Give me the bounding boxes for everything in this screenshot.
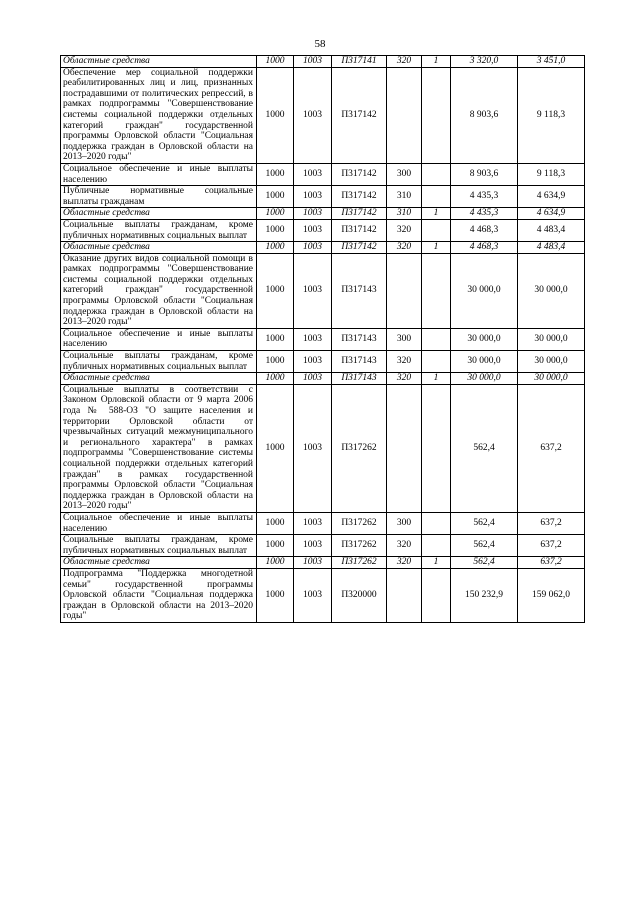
cell-subsection-code: 1003 bbox=[294, 56, 332, 68]
cell-source-code bbox=[422, 328, 451, 350]
cell-amount-year-1: 562,4 bbox=[451, 384, 518, 512]
cell-source-code bbox=[422, 67, 451, 163]
table-row bbox=[61, 351, 585, 373]
cell-amount-year-2: 4 483,4 bbox=[518, 242, 585, 254]
cell-amount-year-1: 150 232,9 bbox=[451, 568, 518, 622]
cell-subsection-code: 1003 bbox=[294, 384, 332, 512]
cell-target-article-code: П317142 bbox=[332, 186, 387, 208]
cell-expense-type-code bbox=[387, 253, 422, 328]
cell-name: Социальное обеспечение и иные выплаты населению bbox=[61, 328, 257, 350]
cell-expense-type-code: 300 bbox=[387, 512, 422, 534]
table-row bbox=[61, 328, 585, 350]
cell-expense-type-code bbox=[387, 67, 422, 163]
cell-amount-year-2: 637,2 bbox=[518, 384, 585, 512]
cell-section-code: 1000 bbox=[257, 219, 294, 241]
cell-target-article-code: П317262 bbox=[332, 384, 387, 512]
cell-amount-year-1: 4 435,3 bbox=[451, 208, 518, 220]
cell-source-code: 1 bbox=[422, 373, 451, 385]
page-number: 58 bbox=[314, 38, 326, 50]
cell-amount-year-1: 3 320,0 bbox=[451, 56, 518, 68]
cell-expense-type-code bbox=[387, 568, 422, 622]
cell-source-code bbox=[422, 351, 451, 373]
cell-name: Областные средства bbox=[61, 242, 257, 254]
cell-target-article-code: П317143 bbox=[332, 373, 387, 385]
cell-name: Подпрограмма "Поддержка многодетной семьи" государственной программы Орловской области "Социальная поддержка граждан в Орловской области на 2013–2020 годы" bbox=[61, 568, 257, 622]
cell-amount-year-1: 30 000,0 bbox=[451, 373, 518, 385]
cell-name: Социальные выплаты гражданам, кроме публичных нормативных социальных выплат bbox=[61, 351, 257, 373]
cell-name: Областные средства bbox=[61, 208, 257, 220]
table-row bbox=[61, 67, 585, 163]
cell-source-code bbox=[422, 219, 451, 241]
cell-expense-type-code: 320 bbox=[387, 351, 422, 373]
cell-target-article-code: П317142 bbox=[332, 208, 387, 220]
table-row bbox=[61, 219, 585, 241]
cell-subsection-code: 1003 bbox=[294, 328, 332, 350]
cell-section-code: 1000 bbox=[257, 373, 294, 385]
table-row bbox=[61, 163, 585, 185]
table-row bbox=[61, 568, 585, 622]
cell-expense-type-code: 300 bbox=[387, 328, 422, 350]
table-row-regional-funds bbox=[61, 557, 585, 569]
cell-amount-year-2: 4 634,9 bbox=[518, 208, 585, 220]
cell-section-code: 1000 bbox=[257, 328, 294, 350]
cell-amount-year-2: 3 451,0 bbox=[518, 56, 585, 68]
cell-amount-year-1: 4 468,3 bbox=[451, 242, 518, 254]
cell-amount-year-1: 30 000,0 bbox=[451, 328, 518, 350]
cell-expense-type-code: 310 bbox=[387, 186, 422, 208]
cell-section-code: 1000 bbox=[257, 535, 294, 557]
cell-source-code bbox=[422, 535, 451, 557]
cell-target-article-code: П317142 bbox=[332, 219, 387, 241]
cell-target-article-code: П317142 bbox=[332, 163, 387, 185]
cell-target-article-code: П317143 bbox=[332, 328, 387, 350]
cell-target-article-code: П317262 bbox=[332, 512, 387, 534]
cell-amount-year-1: 562,4 bbox=[451, 535, 518, 557]
cell-amount-year-1: 4 468,3 bbox=[451, 219, 518, 241]
cell-subsection-code: 1003 bbox=[294, 67, 332, 163]
cell-section-code: 1000 bbox=[257, 384, 294, 512]
cell-source-code bbox=[422, 384, 451, 512]
cell-target-article-code: П317142 bbox=[332, 242, 387, 254]
cell-amount-year-2: 637,2 bbox=[518, 535, 585, 557]
cell-expense-type-code: 320 bbox=[387, 557, 422, 569]
cell-amount-year-1: 562,4 bbox=[451, 557, 518, 569]
cell-subsection-code: 1003 bbox=[294, 535, 332, 557]
table-row bbox=[61, 535, 585, 557]
cell-subsection-code: 1003 bbox=[294, 186, 332, 208]
cell-source-code bbox=[422, 163, 451, 185]
cell-amount-year-1: 30 000,0 bbox=[451, 351, 518, 373]
cell-expense-type-code: 320 bbox=[387, 373, 422, 385]
cell-subsection-code: 1003 bbox=[294, 208, 332, 220]
cell-name: Обеспечение мер социальной поддержки реабилитированных лиц и лиц, признанных пострадавшими от политических репрессий, в рамках подпрограммы "Совершенствование системы социальной поддержки отдельных категорий граждан" государственной программы Орловской области "Социальная поддержка граждан в Орловской области на 2013–2020 годы" bbox=[61, 67, 257, 163]
cell-expense-type-code bbox=[387, 384, 422, 512]
cell-source-code: 1 bbox=[422, 557, 451, 569]
cell-section-code: 1000 bbox=[257, 253, 294, 328]
table-row bbox=[61, 253, 585, 328]
cell-source-code: 1 bbox=[422, 242, 451, 254]
cell-target-article-code: П317262 bbox=[332, 557, 387, 569]
cell-amount-year-1: 562,4 bbox=[451, 512, 518, 534]
cell-name: Социальные выплаты гражданам, кроме публичных нормативных социальных выплат bbox=[61, 219, 257, 241]
cell-section-code: 1000 bbox=[257, 351, 294, 373]
cell-amount-year-2: 30 000,0 bbox=[518, 373, 585, 385]
cell-expense-type-code: 320 bbox=[387, 56, 422, 68]
cell-subsection-code: 1003 bbox=[294, 512, 332, 534]
cell-subsection-code: 1003 bbox=[294, 219, 332, 241]
cell-name: Социальное обеспечение и иные выплаты населению bbox=[61, 512, 257, 534]
table-row-regional-funds bbox=[61, 242, 585, 254]
table-row bbox=[61, 186, 585, 208]
cell-name: Областные средства bbox=[61, 56, 257, 68]
cell-name: Оказание других видов социальной помощи в рамках подпрограммы "Совершенствование системы социальной поддержки отдельных категорий граждан" государственной программы Орловской области "Социальная поддержка граждан в Орловской области на 2013–2020 годы" bbox=[61, 253, 257, 328]
cell-amount-year-2: 4 634,9 bbox=[518, 186, 585, 208]
table-row-regional-funds bbox=[61, 373, 585, 385]
cell-amount-year-2: 637,2 bbox=[518, 512, 585, 534]
cell-subsection-code: 1003 bbox=[294, 163, 332, 185]
cell-amount-year-2: 30 000,0 bbox=[518, 253, 585, 328]
cell-amount-year-2: 637,2 bbox=[518, 557, 585, 569]
table-row bbox=[61, 512, 585, 534]
cell-amount-year-2: 30 000,0 bbox=[518, 328, 585, 350]
cell-amount-year-1: 4 435,3 bbox=[451, 186, 518, 208]
cell-target-article-code: П317143 bbox=[332, 351, 387, 373]
cell-section-code: 1000 bbox=[257, 208, 294, 220]
cell-section-code: 1000 bbox=[257, 163, 294, 185]
cell-amount-year-1: 8 903,6 bbox=[451, 163, 518, 185]
cell-amount-year-2: 4 483,4 bbox=[518, 219, 585, 241]
cell-target-article-code: П320000 bbox=[332, 568, 387, 622]
cell-target-article-code: П317141 bbox=[332, 56, 387, 68]
cell-subsection-code: 1003 bbox=[294, 557, 332, 569]
cell-subsection-code: 1003 bbox=[294, 351, 332, 373]
cell-name: Публичные нормативные социальные выплаты гражданам bbox=[61, 186, 257, 208]
cell-target-article-code: П317142 bbox=[332, 67, 387, 163]
cell-subsection-code: 1003 bbox=[294, 253, 332, 328]
cell-expense-type-code: 320 bbox=[387, 242, 422, 254]
cell-subsection-code: 1003 bbox=[294, 568, 332, 622]
cell-source-code: 1 bbox=[422, 56, 451, 68]
cell-section-code: 1000 bbox=[257, 56, 294, 68]
cell-section-code: 1000 bbox=[257, 67, 294, 163]
cell-name: Областные средства bbox=[61, 373, 257, 385]
cell-source-code bbox=[422, 253, 451, 328]
table-row-regional-funds bbox=[61, 56, 585, 68]
cell-section-code: 1000 bbox=[257, 568, 294, 622]
cell-amount-year-2: 30 000,0 bbox=[518, 351, 585, 373]
cell-amount-year-2: 9 118,3 bbox=[518, 67, 585, 163]
cell-amount-year-2: 9 118,3 bbox=[518, 163, 585, 185]
cell-source-code bbox=[422, 512, 451, 534]
table-row bbox=[61, 384, 585, 512]
cell-amount-year-1: 8 903,6 bbox=[451, 67, 518, 163]
cell-expense-type-code: 300 bbox=[387, 163, 422, 185]
cell-section-code: 1000 bbox=[257, 242, 294, 254]
cell-target-article-code: П317262 bbox=[332, 535, 387, 557]
cell-expense-type-code: 310 bbox=[387, 208, 422, 220]
cell-source-code bbox=[422, 568, 451, 622]
cell-section-code: 1000 bbox=[257, 186, 294, 208]
cell-subsection-code: 1003 bbox=[294, 242, 332, 254]
cell-expense-type-code: 320 bbox=[387, 535, 422, 557]
cell-amount-year-2: 159 062,0 bbox=[518, 568, 585, 622]
cell-section-code: 1000 bbox=[257, 512, 294, 534]
cell-name: Социальное обеспечение и иные выплаты населению bbox=[61, 163, 257, 185]
cell-name: Областные средства bbox=[61, 557, 257, 569]
cell-source-code: 1 bbox=[422, 208, 451, 220]
cell-target-article-code: П317143 bbox=[332, 253, 387, 328]
cell-subsection-code: 1003 bbox=[294, 373, 332, 385]
budget-table bbox=[60, 55, 585, 623]
cell-amount-year-1: 30 000,0 bbox=[451, 253, 518, 328]
cell-expense-type-code: 320 bbox=[387, 219, 422, 241]
cell-name: Социальные выплаты в соответствии с Законом Орловской области от 9 марта 2006 года № 588-ОЗ "О защите населения и территории Орловской области от чрезвычайных ситуаций межмуниципального и регионального характера" в рамках подпрограммы "Совершенствование системы социальной поддержки отдельных категорий граждан" в рамках государственной программы Орловской области "Социальная поддержка граждан в Орловской области на 2013–2020 годы" bbox=[61, 384, 257, 512]
cell-section-code: 1000 bbox=[257, 557, 294, 569]
cell-name: Социальные выплаты гражданам, кроме публичных нормативных социальных выплат bbox=[61, 535, 257, 557]
cell-source-code bbox=[422, 186, 451, 208]
table-row-regional-funds bbox=[61, 208, 585, 220]
